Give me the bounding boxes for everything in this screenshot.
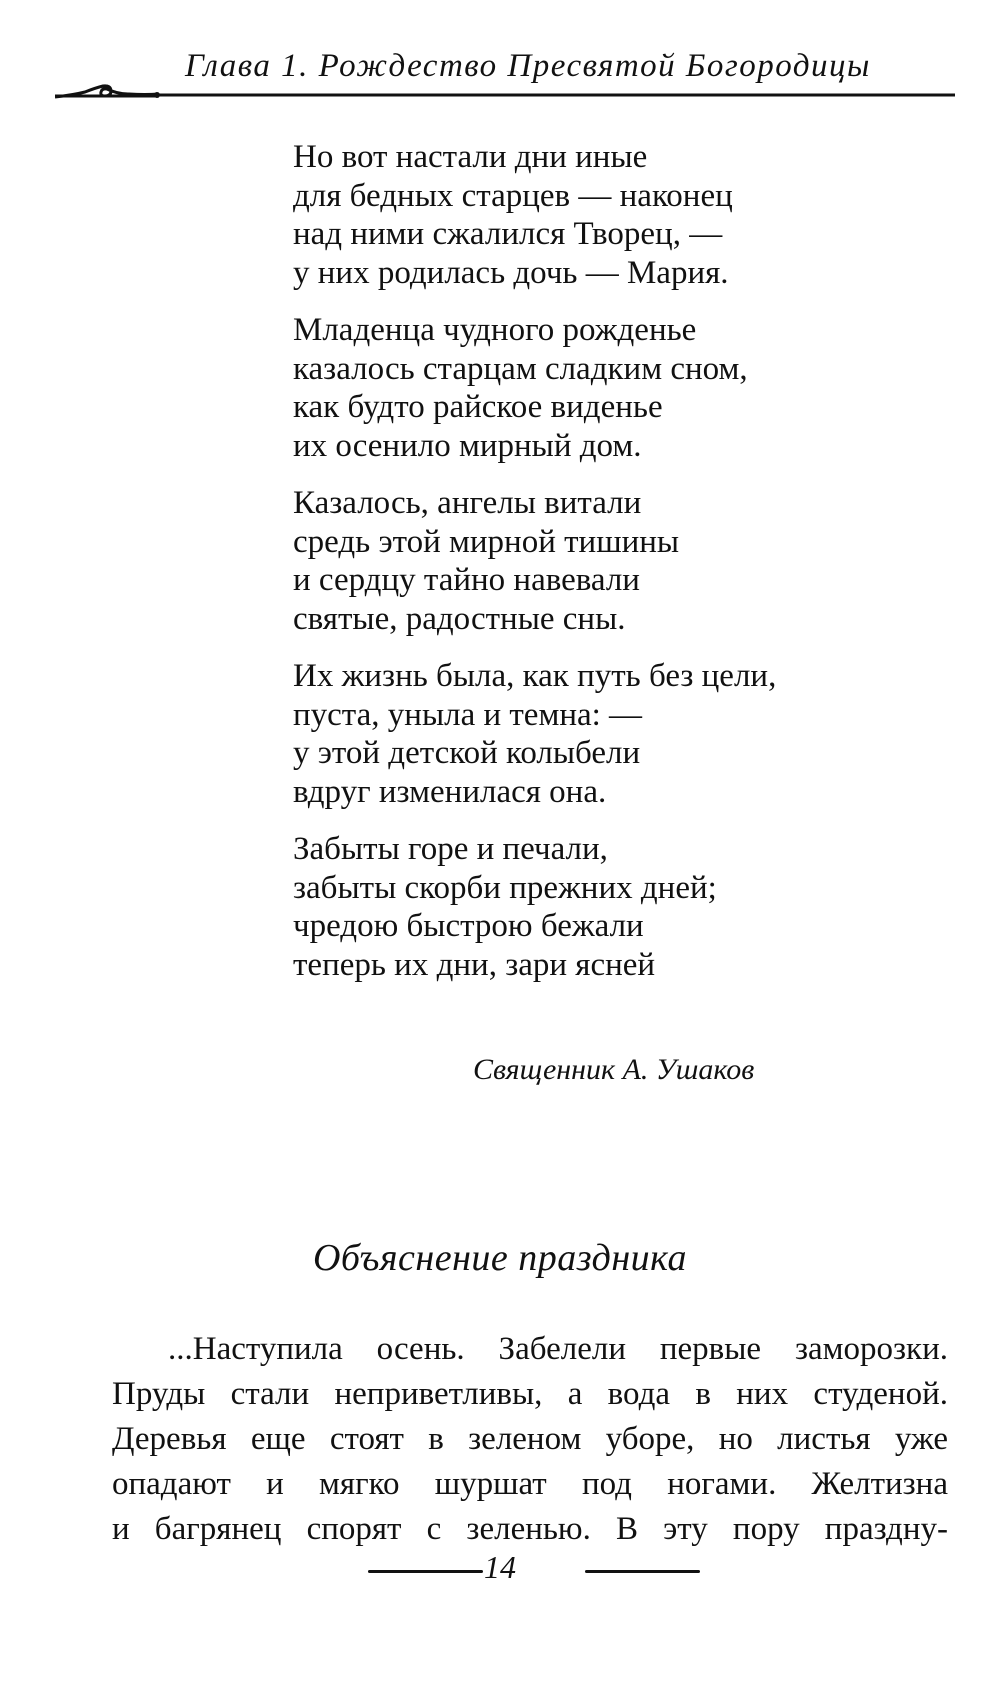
stanza [293,484,893,638]
prose-paragraph [112,1327,948,1552]
verse-line: теперь их дни, зари ясней [293,946,656,983]
verse-line: Их жизнь была, как путь без цели, [293,658,777,694]
page-number: 14 [484,1549,516,1585]
verse-line: святые, радостные сны. [293,600,626,637]
stanza [293,311,893,465]
verse-line: для бедных старцев — наконец [293,177,733,214]
verse-line: у них родилась дочь — Мария. [293,254,729,291]
running-head: Глава 1. Рождество Пресвятой Богородицы [185,48,871,84]
poem [293,138,893,1003]
stanza [293,657,893,811]
prose-line: Деревья еще стоят в зеленом уборе, но листья уже [112,1421,948,1457]
verse-line: Младенца чудного рожденье [293,312,697,348]
section-title: Объяснение праздника [312,1237,688,1279]
verse-line: Казалось, ангелы витали [293,485,642,521]
verse-line: Но вот настали дни иные [293,139,648,175]
verse-line: казалось старцам сладким сном, [293,350,748,387]
verse-line: над ними сжалился Творец, — [293,216,723,252]
stanza [293,830,893,984]
verse-line: и сердцу тайно навевали [293,562,640,598]
page-footer [0,1549,1000,1593]
verse-line: забыты скорби прежних дней; [293,869,717,906]
prose-line: Пруды стали неприветливы, а вода в них студеной. [112,1376,948,1412]
verse-line: у этой детской колыбели [293,735,641,771]
verse-line: как будто райское виденье [293,389,663,425]
header-ornament-rule [55,82,955,112]
verse-line: чредою быстрою бежали [293,908,644,944]
footer-rule-right [585,1570,700,1573]
prose-line: и багрянец спорят с зеленью. В эту пору праздну- [112,1511,948,1547]
prose-line: опадают и мягко шуршат под ногами. Желтизна [112,1466,948,1502]
verse-line: средь этой мирной тишины [293,523,680,560]
verse-line: Забыты горе и печали, [293,831,608,867]
verse-line: пуста, уныла и темна: — [293,696,643,733]
prose-line: ...Наступила осень. Забелели первые заморозки. [168,1331,948,1367]
verse-line: вдруг изменилася она. [293,773,607,810]
stanza [293,138,893,292]
poem-author: Священник А. Ушаков [473,1053,755,1086]
verse-line: их осенило мирный дом. [293,427,642,464]
